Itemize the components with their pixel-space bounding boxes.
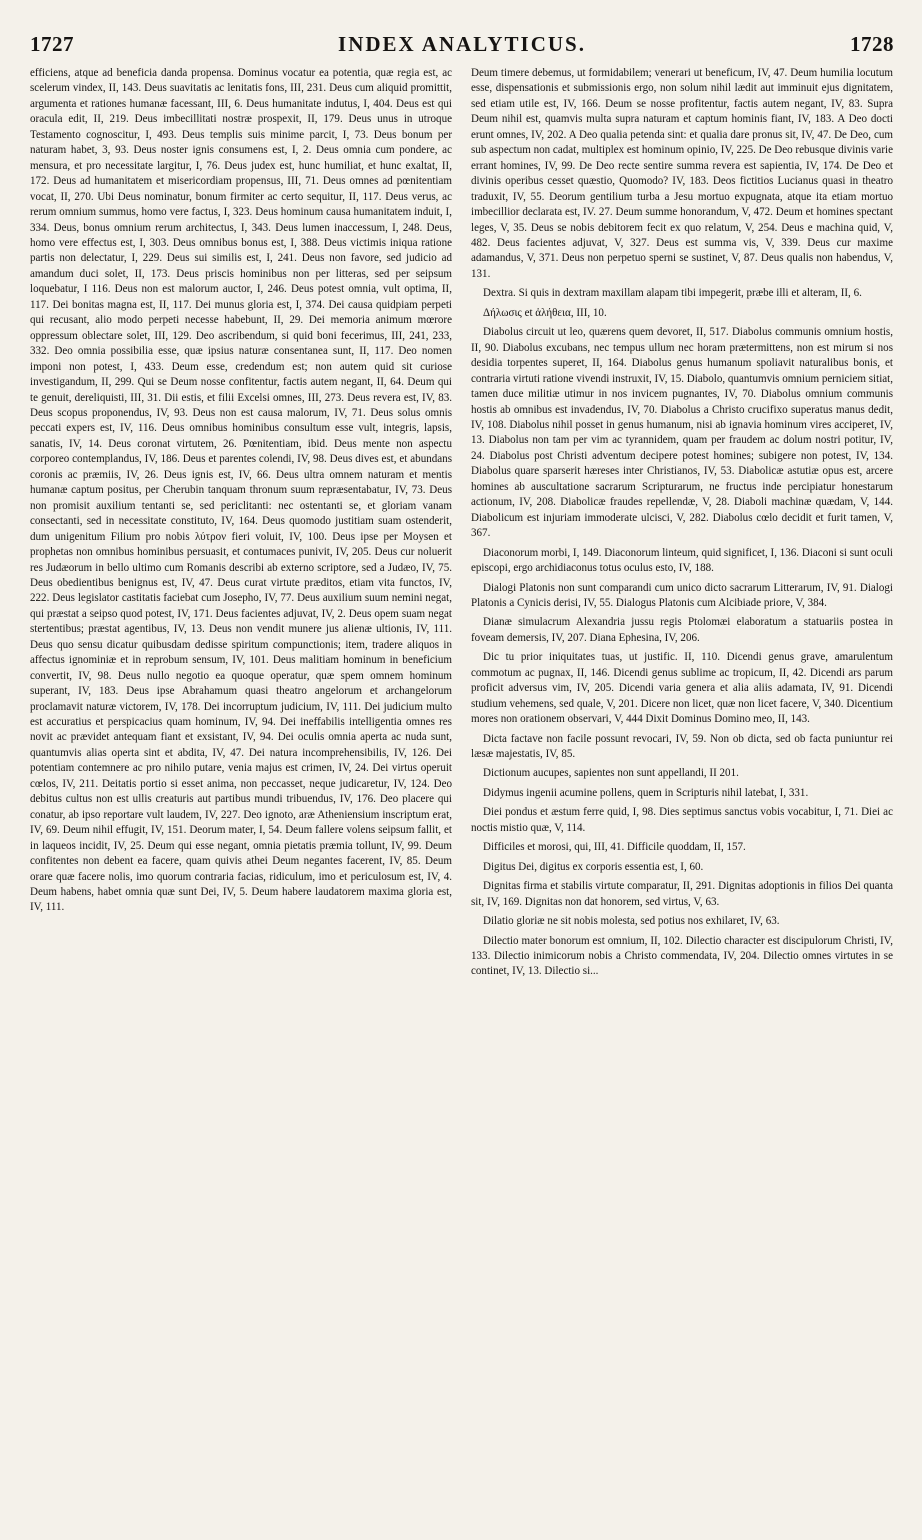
entry-dextra: Dextra. Si quis in dextram maxillam alapam tibi impegerit, præbe illi et alteram, II, 6. [483,287,862,300]
entry-didymus: Didymus ingenii acumine pollens, quem in Scripturis nihil latebat, I, 331. [483,786,809,799]
entry-delosis: Δήλωσις et ἀλήθεια, III, 10. [483,306,607,319]
left-page-number: 1727 [30,32,74,56]
entry-diei: Diei pondus et æstum ferre quid, I, 98. Dies septimus sanctus vobis vocabitur, I, 71. Diei ac noctis mistio quæ, V, 114. [471,806,893,834]
right-page-number: 1728 [850,32,894,56]
entry-diaconorum: Diaconorum morbi, I, 149. Diaconorum linteum, quid significet, I, 136. Diaconi si sunt oculi episcopi, ergo archidiaconus totus oculus esto, IV, 188. [471,546,893,575]
entry-deus-continued: Deum timere debemus, ut formidabilem; venerari ut beneficum, IV, 47. Deum humilia locutum esse, dispensationis et submissionis ergo, non solum nihil lædit aut imminuit ejus dignitatem, sed etiam utile est, IV, 166. Deum se nosse profitentur, factis autem negant, IV, 83. Supra Deum nihil est, quamvis multa supra naturam et captum hominis fiant, IV, 183. A Deo docti erunt omnes, IV, 202. A Deo qualia petenda sint: et qualia dare pronus sit, IV, 47. De Deo, cum sub aspectum non cadat, multiplex est hominum opinio, IV, 225. De Deo rebusque divinis varie errant homines, IV, 99. De Deo recte sentire summa revera est sapientia, IV, 174. De Deo et divinis operibus cesset quæstio, Quomodo? IV, 183. Deos fictitios Lucianus quasi in theatro traduxit, IV, 55. Deorum gentilium turba a Jesu mortuo expugnata, atque ita etiam mortuo imbecillior declarata est, IV. 27. Deum summe honorandum, V, 472. Deum et homines spectant leges, V, 35. Deus se nobis debitorem fecit ex quo relatum, V, 254. Deus e machina quid, V, 482. Deus facientes adjuvat, V, 327. Deus est summa vis, V, 339. Deus cur maxime adamandus, V, 371. Deus non perpetuo sperni se sustinet, V, 87. Deus qualis non habendus, V, 131. [471,67,893,280]
left-column-text: efficiens, atque ad beneficia danda propensa. Dominus vocatur ea potentia, quæ regia est, ac scelerum vindex, II, 143. Deus suavitatis ac lenitatis fons, III, 231. Deus cum aliquid promittit, argumenta et rationes humanæ facessant, III, 6. Deus humanitate indutus, I, 404. Deus est qui oracula edit, II, 219. Deus imbecillitati nostræ prospexit, II, 179. Deus unus in utroque Testamento cognoscitur, I, 493. Deus templis suis minime parcit, I, 73. Deus bonum per naturam habet, 3, 93. Deus noster ignis consumens est, I, 2. Deus omnia cum pondere, ac mensura, et pro necessitate largitur, I, 76. Deus judex est, hunc humiliat, et hunc exaltat, II, 172. Deus ad humanitatem et misericordiam propensus, III, 71. Deus omnes ad pœnitentiam vocat, II, 270. Ubi Deus nominatur, bonum firmiter ac certo sequitur, II, 117. Deus verus, ac rerum omnium summus, homo vere factus, I, 323. Deus hominum causa humanitatem induit, I, 334. Deus, bonus omnium rerum architectus, I, 343. Deus lumen inaccessum, I, 248. Deus, homo vere effectus est, I, 303. Deus omnibus bonus est, I, 388. Deus victimis iniqua ratione partis non delectatur, I, 229. Deus sui similis est, I, 241. Deus non favore, sed judicio ad amandum duci solet, II, 173. Deus priscis hominibus non per litteras, sed per seipsum loquebatur, I 116. Deus non est malorum auctor, I, 246. Deus potest omnia, vult optima, II, 117. Dei bonitas magna est, II, 117. Dei munus gloria est, I, 374. Dei causa quidpiam perpeti qui recusant, alio modo perpeti necesse habebunt, II, 29. Dei memoria animum mœrore oppressum oblectare solet, III, 129. Deo ascribendum, si quid boni fecerimus, III, 241, 233, 332. Deo omnia possibilia esse, quæ ipsius naturæ consentanea sunt, II, 117. Deo nomen imponi non potest, I, 433. Deum esse, credendum est; non autem quid sit curiose investigandum, II, 299. Qui se Deum nosse confitentur, factis autem negant, II, 64. Deum qui te genuit, dereliquisti, III, 31. Dii estis, et filii Excelsi omnes, III, 273. Deus revera est, IV, 83. Deus scopus proponendus, IV, 93. Deus non est causa malorum, IV, 71. Deus solus omnis peccati expers est, IV, 116. Deus omnibus hominibus consultum esse vult, integris, lapsis, sanatis, IV, 14. Deus coronat virtutem, 26. Pœnitentiam, ibid. Deus mente non aspectu corporeo contemplandus, IV, 186. Deus et parentes colendi, IV, 98. Deus dives est, et abundans coronis ac præmiis, IV, 26. Deus ignis est, IV, 66. Deus ultra omnem naturam et mentis humanæ captum positus, per Cherubin tanquam thronum suum repræsentabatur, IV, 73. Deus non promisit auxilium tentanti se, sed periclitanti: nec ostentanti se, et gloriam vanam consectanti, sed in necessitate constituto, IV, 164. Deus quomodo justitiam suam ostenderit, dum unigenitum Filium pro nobis λύτρον fieri voluit, IV, 100. Deus ipse per Moysen et prophetas non omnibus hominibus persuasit, et contumaces punivit, IV, 205. Deus cur noluerit res Judæorum in bello ultimo cum Romanis describi ab externo scriptore, sed a Judæo, IV, 75. Deus obedientibus benignus est, IV, 47. Deus curat virtute præditos, etiam vita functos, IV, 222. Deus legislator castitatis faciebat cum Josepho, IV, 77. Deus auxilium suum nemini negat, qui præstat a seipso quod potest, IV, 171. Deus facientes adjuvat, IV, 2. Deus opem suam negat stertentibus; præstat agentibus, IV, 13. Deus non vendit munere jus alienæ ultionis, IV, 111. Deus quo sensu dicatur quibusdam dedisse spiritum compunctionis; item, tradere aliquos in affectus ignominiæ et in reprobum sensum, IV, 101. Deus malitiam hominum in beneficium convertit, IV, 98. Deus nullo negotio ea quoque operatur, quæ spem omnem hominum superant, IV, 183. Deus ipse Abrahamum quasi theatro angelorum et archangelorum proclamavit naturæ victorem, IV, 178. Dei incorruptum judicium, IV, 111. Dei judicium multo est accuratius et perspicacius quam hominum, IV, 94. Dei ineffabilis intelligentia omnes res novit ac prævidet antequam fiant et exsistant, IV, 94. Dei oculis omnia aperta ac nuda sunt, quantumvis alias operta sint et abdita, IV, 47. Dei natura incomprehensibilis, IV, 126. Dei potentiam contemnere ac pro nihilo putare, venia majus est crimen, IV, 24. Dei virtus operuit cœlos, IV, 211. Deitatis portio si esset anima, non peccasset, neque judicaretur, IV, 124. Deo debitus cultus non est ullis creaturis aut partibus mundi tribuendus, IV, 176. Deo placere qui conatur, ab ipso reportare vult laudem, IV, 227. Deo ignoto, aræ Atheniensium inscriptum erat, IV, 69. Deum nihil effugit, IV, 151. Deorum mater, I, 54. Deum fallere volens seipsum fallit, et in laqueos incidit, IV, 25. Deum qui esse negant, omnia pietatis præmia tollunt, IV, 99. Deum confitentes non debent ea facere, quam quivis athei Deum negantes facerent, IV, 85. Deum orare quæ facere nolis, imo quorum contraria facias, ridiculum, imo et periculosum est, IV, 4. Deum habens, habet omnia quæ sunt Dei, IV, 5. Deum habere laudatorem maxima gloria est, IV, 111. [30,67,452,914]
entry-dicta: Dicta factave non facile possunt revocari, IV, 59. Non ob dicta, sed ob facta puniuntur rei læsæ majestatis, IV, 85. [471,732,893,761]
entry-diabolus: Diabolus circuit ut leo, quærens quem devoret, II, 517. Diabolus communis omnium hostis, II, 90. Diabolus excubans, nec tempus ullum nec horam prætermittens, non est mirum si nos desidia torpentes superet, II, 164. Diabolus genus humanum spoliavit naturalibus bonis, et contraria virtuti ratione vivendi instruxit, IV, 15. Diabolo, quantumvis omnium perniciem sitiat, tamen duce militiæ utimur in nos invicem pugnantes, IV, 70. Diabolus omnium communis hostis ab omnibus est invadendus, IV, 70. Diabolus a Christo crucifixo superatus manus dedit, IV, 108. Diabolus nihil posset in genus humanum, nisi ab ignavia hominum vires acciperet, IV, 13. Diabolus non tam per vim ac tyrannidem, quam per fraudem ac dolum nostri potitur, IV, 24. Diabolus post Christi adventum decipere potest homines; subigere non potest, IV, 134. Diabolus quare sparserit hæreses inter Christianos, IV, 53. Diabolicæ astutiæ opus est, arcere homines ab auscultatione sacrarum Scripturarum, ne fructus inde percipiatur honestarum actionum, IV, 208. Diabolicæ fraudes repellendæ, V, 28. Diaboli machinæ quædam, V, 144. Diabolicum est injuriam immoderate ulcisci, V, 282. Diabolus cœlo decidit et furit tamen, V, 367. [471,326,893,540]
left-column [30,66,452,1526]
page-header [30,32,894,62]
entry-dic-tu: Dic tu prior iniquitates tuas, ut justific. II, 110. Dicendi genus grave, amarulentum commotum ac pugnax, II, 146. Dicendi genus sublime ac tropicum, II, 42. Dicendi ars parum proficit adversus vim, IV, 205. Dicendi varia genera et alia aliis adamata, IV, 91. Dicendi studium vehemens, sed quale, V, 201. Dicere non licet, quæ non licet facere, V, 340. Dicentium mores non orationem observari, V, 444 Dixit Dominus Domino meo, II, 143. [471,651,893,726]
entry-dictionum: Dictionum aucupes, sapientes non sunt appellandi, II 201. [483,767,739,780]
entry-dilatio: Dilatio gloriæ ne sit nobis molesta, sed potius nos exhilaret, IV, 63. [483,915,780,928]
right-column [471,66,893,1526]
entry-dialogi: Dialogi Platonis non sunt comparandi cum unico dicto sacrarum Litterarum, IV, 91. Dialogi Platonis a Cynicis derisi, IV, 55. Dialogus Platonis cum Alcibiade priore, V, 384. [471,581,893,609]
entry-dianae: Dianæ simulacrum Alexandria jussu regis Ptolomæi elaboratum a statuariis postea in foveam demersis, IV, 207. Diana Ephesina, IV, 206. [471,616,893,644]
entry-dilectio: Dilectio mater bonorum est omnium, II, 102. Dilectio character est discipulorum Christi, IV, 133. Dilectio inimicorum nobis a Christo commendata, IV, 204. Dilectio omnes virtutes in se continet, IV, 13. Dilectio si... [471,934,893,978]
entry-difficiles: Difficiles et morosi, qui, III, 41. Difficile quoddam, II, 157. [483,841,746,854]
running-title: INDEX ANALYTICUS. [338,32,586,56]
entry-digitus: Digitus Dei, digitus ex corporis essentia est, I, 60. [483,860,704,873]
entry-dignitas: Dignitas firma et stabilis virtute comparatur, II, 291. Dignitas adoptionis in filios Dei quanta sit, IV, 169. Dignitas non dat honorem, sed virtus, V, 63. [471,880,893,908]
